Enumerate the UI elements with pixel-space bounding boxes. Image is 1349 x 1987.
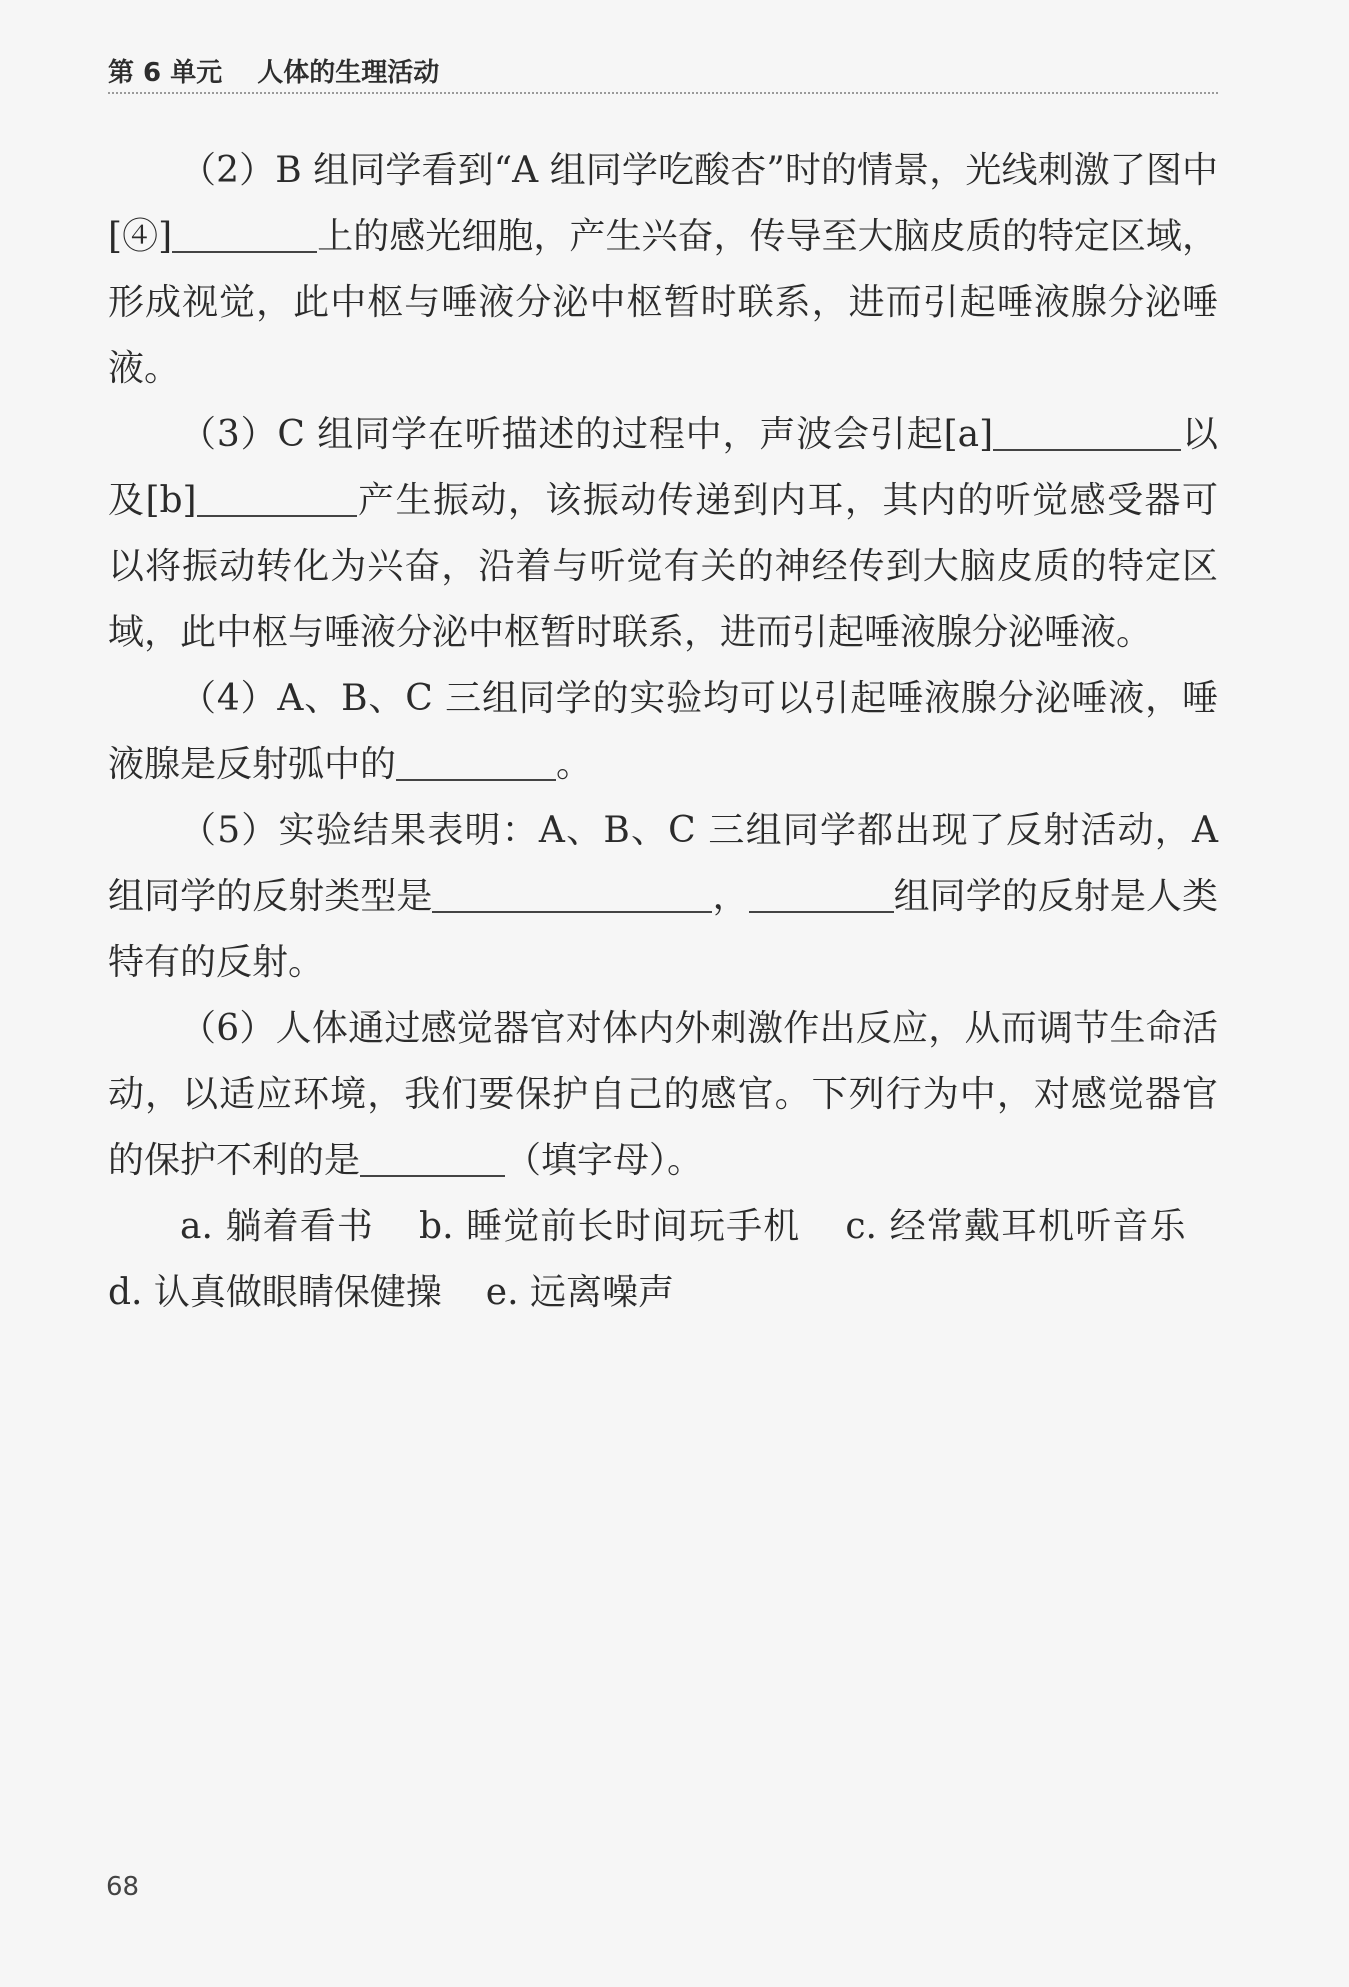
question-4 (108, 666, 1218, 798)
q2-text-b: 上的感光细胞，产生兴奋，传导至大脑皮质的特定区域，形成视觉，此中枢与唾液分泌中枢暂时联系，进而引起唾液腺分泌唾液。 (108, 216, 1218, 389)
q4-text-b: 。 (556, 744, 593, 785)
question-6 (108, 996, 1218, 1194)
question-3 (108, 402, 1218, 666)
q3-text-b: 以及[b] (108, 414, 1218, 521)
option-e: e. 远离噪声 (485, 1272, 674, 1313)
page-number: 68 (106, 1872, 140, 1902)
option-d: d. 认真做眼睛保健操 (108, 1272, 442, 1313)
q6-text-b: （填字母）。 (505, 1140, 704, 1181)
q4-text-a: （4）A、B、C 三组同学的实验均可以引起唾液腺分泌唾液，唾液腺是反射弧中的 (108, 678, 1218, 785)
q5-text-a: （5）实验结果表明：A、B、C 三组同学都出现了反射活动，A 组同学的反射类型是 (108, 810, 1218, 917)
answer-blank (993, 412, 1181, 452)
question-body (108, 138, 1218, 1326)
question-2 (108, 138, 1218, 402)
answer-blank (197, 478, 357, 518)
q6-text-a: （6）人体通过感觉器官对体内外刺激作出反应，从而调节生命活动，以适应环境，我们要保护自己的感官。下列行为中，对感觉器官的保护不利的是 (108, 1008, 1218, 1181)
q5-text-c: 组同学的反射是人类特有的反射。 (108, 876, 1218, 983)
answer-blank (432, 874, 712, 914)
q3-text-a: （3）C 组同学在听描述的过程中，声波会引起[a] (180, 414, 994, 455)
q3-text-c: 产生振动，该振动传递到内耳，其内的听觉感受器可以将振动转化为兴奋，沿着与听觉有关的神经传到大脑皮质的特定区域，此中枢与唾液分泌中枢暂时联系，进而引起唾液腺分泌唾液。 (108, 480, 1218, 653)
q2-text-a: （2）B 组同学看到“A 组同学吃酸杏”时的情景，光线刺激了图中[④] (108, 150, 1218, 257)
option-c: c. 经常戴耳机听音乐 (845, 1206, 1186, 1247)
running-head (108, 56, 1218, 94)
option-a: a. 躺着看书 (180, 1206, 375, 1247)
chapter-title: 人体的生理活动 (257, 58, 440, 88)
option-b: b. 睡觉前长时间玩手机 (419, 1206, 801, 1247)
answer-blank (172, 214, 317, 254)
answer-blank (396, 742, 556, 782)
option-list (108, 1194, 1218, 1326)
answer-blank (749, 874, 894, 914)
answer-blank (360, 1138, 505, 1178)
unit-label: 第 6 单元 (108, 58, 223, 88)
q5-text-b: ， (712, 876, 749, 917)
question-5 (108, 798, 1218, 996)
